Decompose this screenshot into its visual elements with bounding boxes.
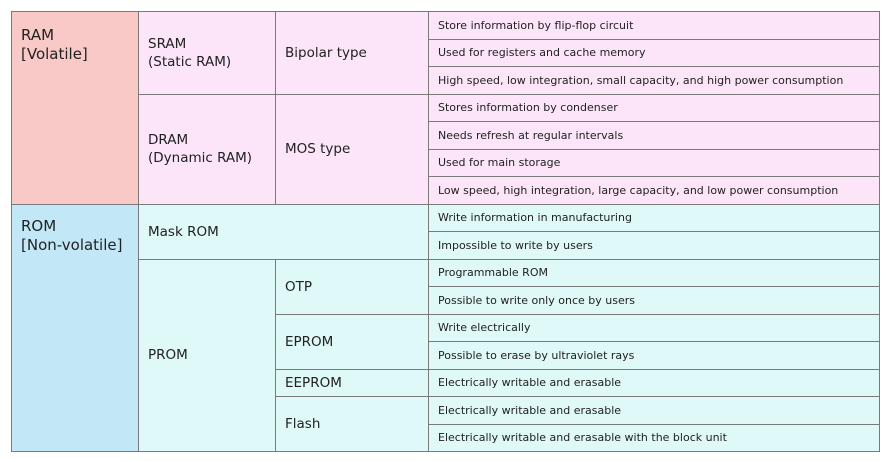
dram-feature-cell: Low speed, high integration, large capacity, and low power consumption (429, 177, 880, 205)
dram-feature-cell: Used for main storage (429, 149, 880, 177)
eprom-name-cell: EPROM (276, 314, 429, 369)
prom-name-cell: PROM (139, 259, 276, 452)
flash-feature-cell: Electrically writable and erasable with the block unit (429, 424, 880, 452)
eeprom-name-cell: EEPROM (276, 369, 429, 397)
table-row (12, 204, 880, 232)
dram-type-cell: MOS type (276, 94, 429, 204)
dram-full-name: (Dynamic RAM) (148, 150, 253, 166)
sram-feature-cell: Used for registers and cache memory (429, 39, 880, 67)
eprom-feature-cell: Write electrically (429, 314, 880, 342)
rom-category-label: ROM (21, 216, 57, 235)
table-row (12, 259, 880, 287)
dram-feature-cell: Needs refresh at regular intervals (429, 122, 880, 150)
sram-name-cell (139, 12, 276, 95)
rom-volatility-label: [Non-volatile] (21, 235, 123, 254)
ram-category-label: RAM (21, 26, 55, 44)
dram-feature-cell: Stores information by condenser (429, 94, 880, 122)
mask-rom-feature-cell: Write information in manufacturing (429, 204, 880, 232)
sram-feature-cell: Store information by flip-flop circuit (429, 12, 880, 40)
flash-feature-cell: Electrically writable and erasable (429, 397, 880, 425)
memory-classification-table (11, 11, 880, 452)
mask-rom-feature-cell: Impossible to write by users (429, 232, 880, 260)
dram-name-cell (139, 94, 276, 204)
table-row (12, 94, 880, 122)
rom-category-cell (12, 204, 139, 452)
table-row (12, 12, 880, 40)
sram-type-cell: Bipolar type (276, 12, 429, 95)
ram-volatility-label: [Volatile] (21, 45, 88, 63)
eeprom-feature-cell: Electrically writable and erasable (429, 369, 880, 397)
sram-full-name: (Static RAM) (148, 53, 232, 70)
dram-name: DRAM (148, 132, 189, 148)
sram-name: SRAM (148, 35, 187, 52)
otp-name-cell: OTP (276, 259, 429, 314)
sram-feature-cell: High speed, low integration, small capacity, and high power consumption (429, 67, 880, 95)
otp-feature-cell: Programmable ROM (429, 259, 880, 287)
flash-name-cell: Flash (276, 397, 429, 452)
eprom-feature-cell: Possible to erase by ultraviolet rays (429, 342, 880, 370)
otp-feature-cell: Possible to write only once by users (429, 287, 880, 315)
mask-rom-name-cell: Mask ROM (139, 204, 429, 259)
ram-category-cell (12, 12, 139, 205)
